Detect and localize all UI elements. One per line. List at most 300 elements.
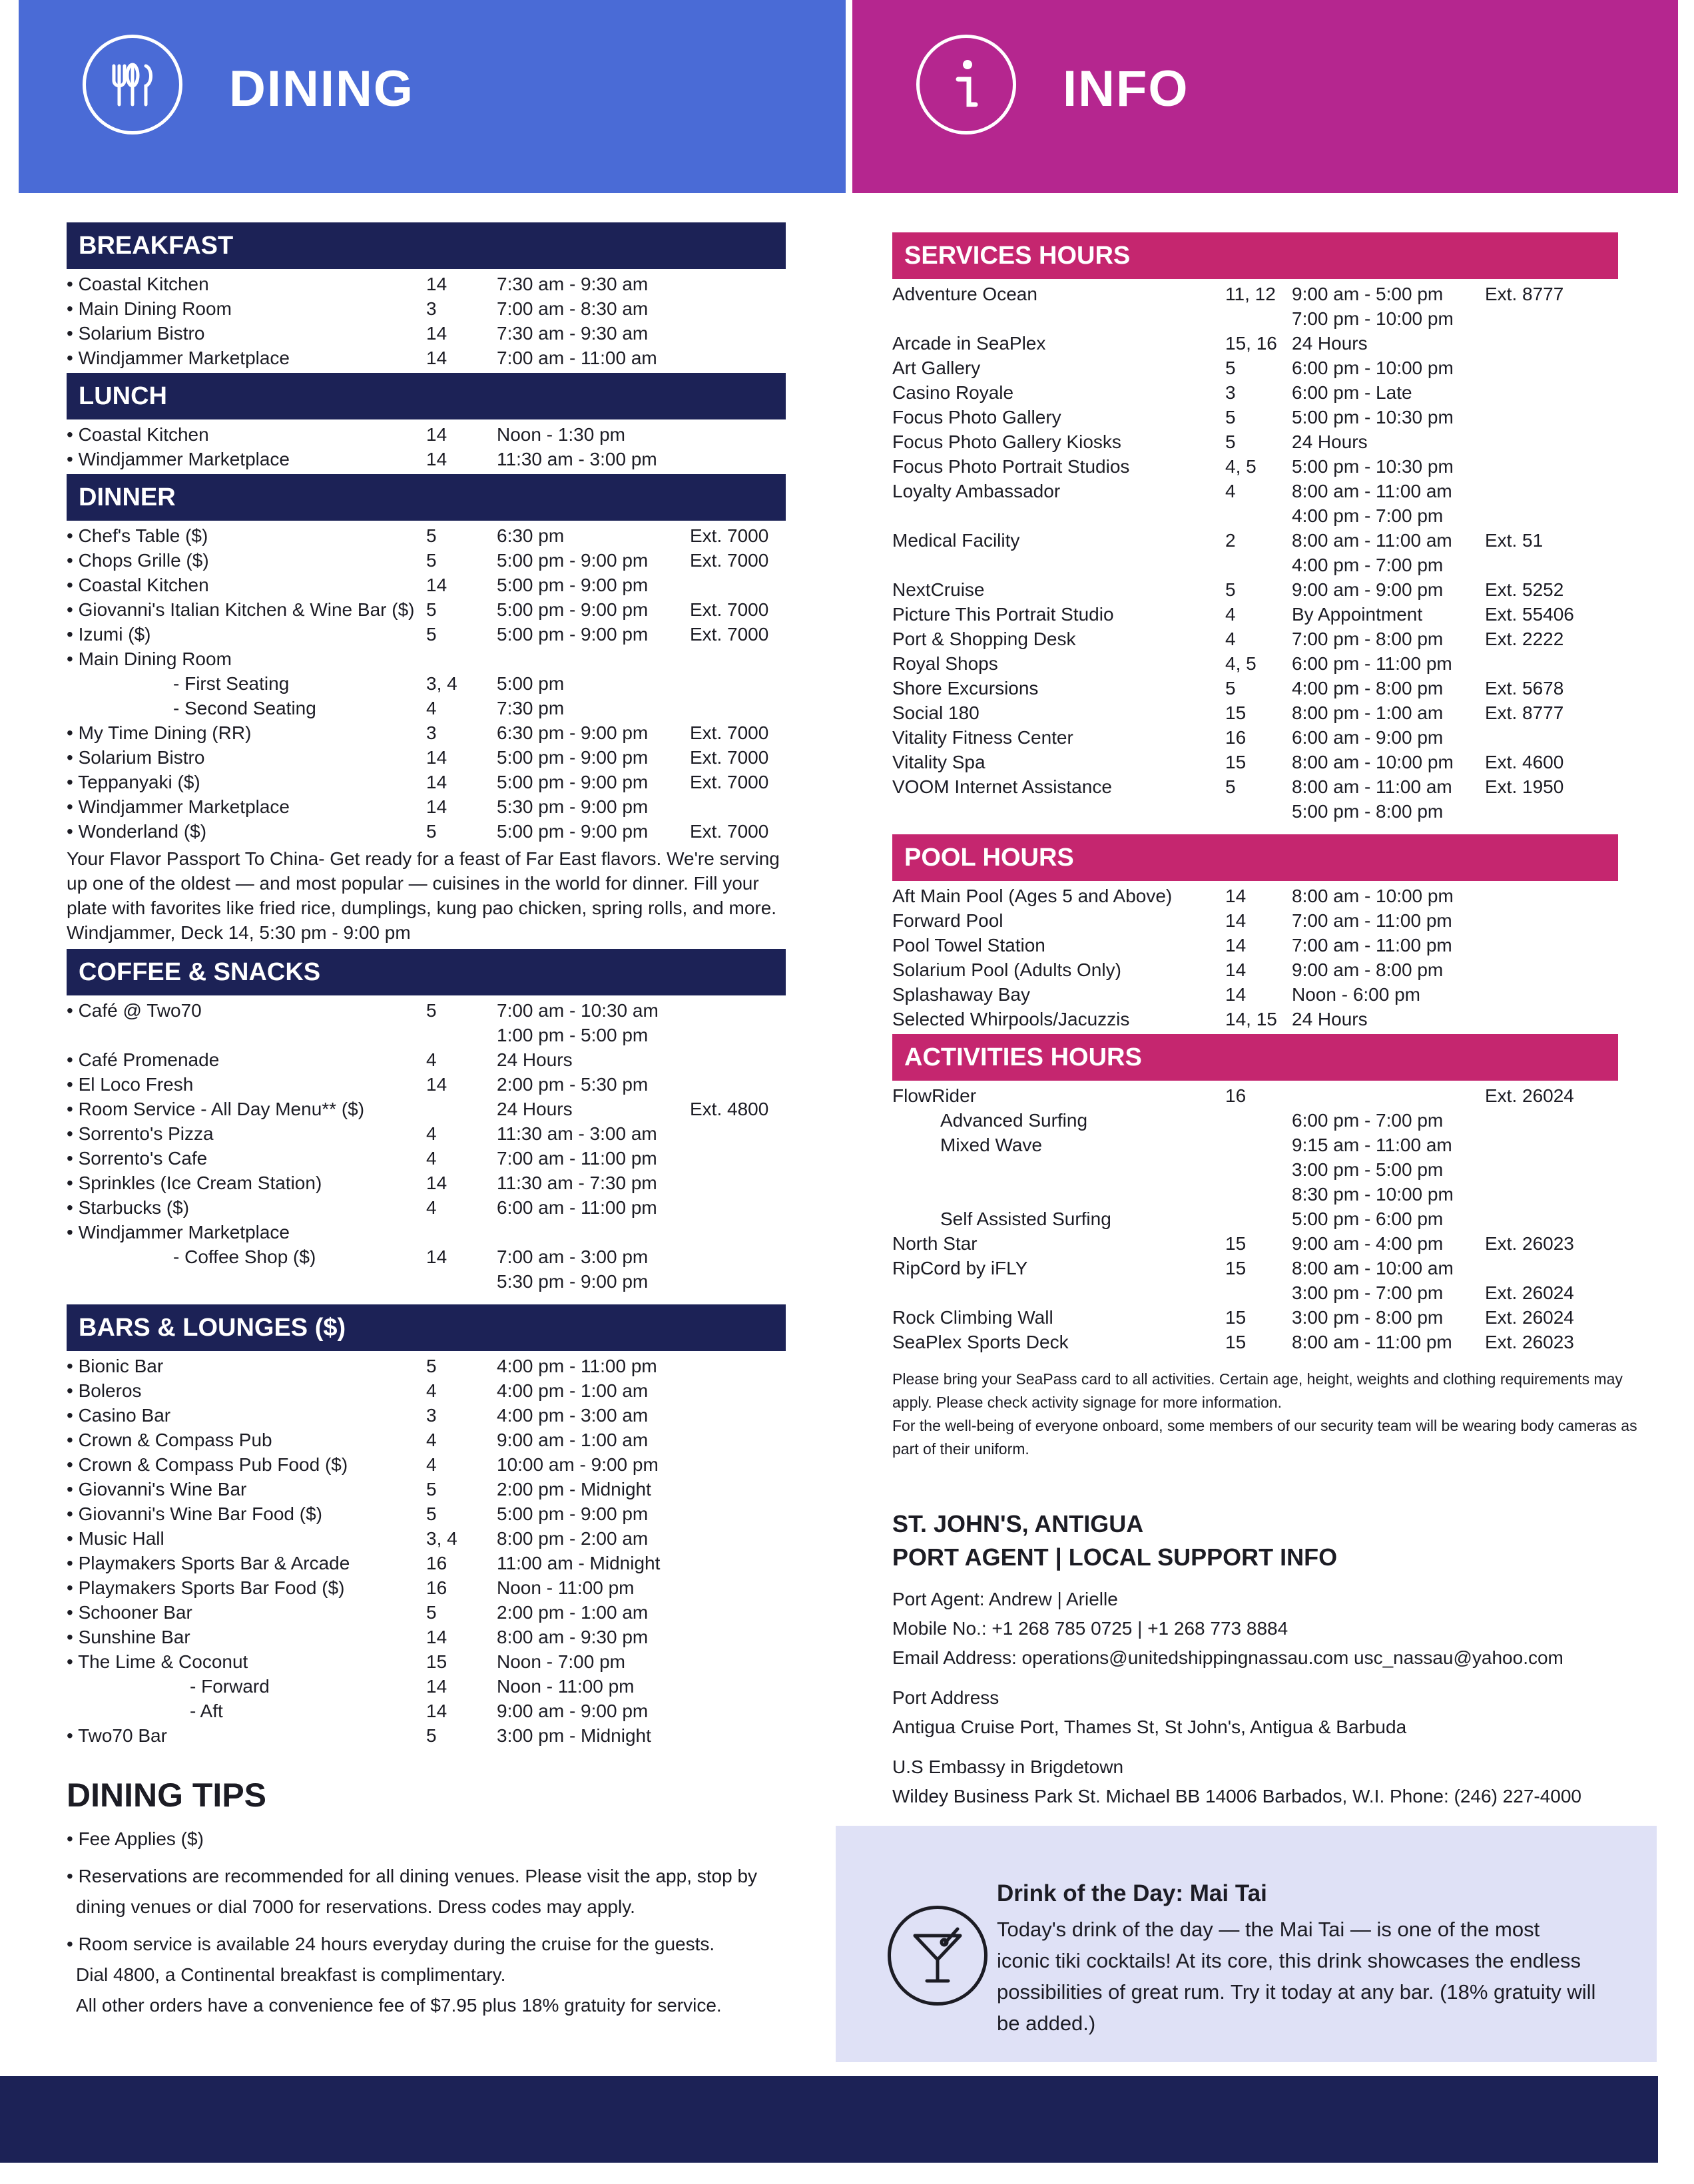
drink-description: Today's drink of the day — the Mai Tai — is one of the most iconic tiki cocktails! At its core, this drink showcases the endless possibilities of great rum. Try it today at any bar. (18% gratuity will be added.) [997, 1918, 1596, 2035]
activities-notes [892, 1368, 1645, 1461]
venue-name: Selected Whirpools/Jacuzzis [892, 1009, 1130, 1029]
venue-name: Royal Shops [892, 653, 998, 674]
hours: 11:30 am - 3:00 am [497, 1123, 657, 1144]
hours: 7:30 am - 9:30 am [497, 274, 649, 294]
venue-name: • Casino Bar [67, 1405, 171, 1426]
venue-name: Social 180 [892, 702, 980, 723]
deck-number: 5 [1225, 431, 1236, 452]
dining-title: DINING [229, 61, 414, 117]
extension: Ext. 7000 [690, 550, 769, 571]
hours: 7:00 am - 11:00 pm [1292, 935, 1452, 956]
deck-number: 4 [426, 1430, 437, 1450]
deck-number: 5 [426, 1000, 437, 1021]
venue-name: • Schooner Bar [67, 1602, 192, 1623]
venue-name: • Starbucks ($) [67, 1197, 190, 1218]
venue-name: RipCord by iFLY [892, 1258, 1028, 1278]
deck-number: 14 [1225, 935, 1247, 956]
dining-tips-title: DINING TIPS [67, 1776, 267, 1814]
deck-number: 5 [426, 599, 437, 620]
venue-name: Self Assisted Surfing [940, 1209, 1111, 1229]
cutlery-icon [83, 35, 182, 135]
table-row [67, 696, 806, 720]
hours: 9:00 am - 1:00 am [497, 1430, 649, 1450]
table-row [67, 346, 806, 370]
deck-number: 15 [1225, 702, 1247, 723]
hours: 5:00 pm - 6:00 pm [1292, 1209, 1444, 1229]
table-row [67, 794, 806, 819]
extension: Ext. 26024 [1485, 1307, 1574, 1328]
venue-name: Shore Excursions [892, 678, 1039, 698]
venue-name: • Solarium Bistro [67, 323, 205, 344]
hours: 2:00 pm - 1:00 am [497, 1602, 649, 1623]
deck-number: 14 [1225, 886, 1247, 906]
venue-name: Focus Photo Portrait Studios [892, 456, 1130, 477]
port-email[interactable]: Email Address: operations@unitedshippingnassau.com usc_nassau@yahoo.com [892, 1647, 1563, 1668]
table-row [67, 622, 806, 647]
activities-table [892, 1083, 1651, 1354]
hours: 9:00 am - 4:00 pm [1292, 1233, 1444, 1254]
security-note: For the well-being of everyone onboard, some members of our security team will be wearing body cameras as part of their uniform. [892, 1417, 1637, 1458]
table-row [67, 1600, 806, 1625]
extension: Ext. 1950 [1485, 776, 1564, 797]
table-row [892, 982, 1651, 1007]
hours: 11:30 am - 7:30 pm [497, 1173, 657, 1193]
venue-name: - Forward [190, 1676, 270, 1697]
table-row [67, 321, 806, 346]
venue-name: Focus Photo Gallery Kiosks [892, 431, 1121, 452]
venue-name: • The Lime & Coconut [67, 1651, 248, 1672]
deck-number: 4 [1225, 629, 1236, 649]
port-title [892, 1507, 1651, 1574]
deck-number: 14 [426, 424, 447, 445]
table-row [892, 957, 1651, 982]
table-row [892, 676, 1651, 700]
extension: Ext. 7000 [690, 772, 769, 792]
deck-number: 4 [426, 1123, 437, 1144]
venue-name: Arcade in SeaPlex [892, 333, 1046, 354]
extension: Ext. 51 [1485, 530, 1544, 551]
deck-number: 14 [426, 1173, 447, 1193]
port-subtitle: PORT AGENT | LOCAL SUPPORT INFO [892, 1543, 1338, 1571]
extension: Ext. 7000 [690, 747, 769, 768]
hours: 10:00 am - 9:00 pm [497, 1454, 659, 1475]
table-row [892, 933, 1651, 957]
hours: 6:30 pm - 9:00 pm [497, 722, 649, 743]
venue-name: • Sunshine Bar [67, 1627, 190, 1647]
table-row [892, 1108, 1651, 1133]
venue-name: Advanced Surfing [940, 1110, 1088, 1131]
deck-number: 14 [426, 449, 447, 469]
hours: 6:30 pm [497, 525, 565, 546]
table-row [892, 454, 1651, 479]
hours: 4:00 pm - 3:00 am [497, 1405, 649, 1426]
venue-name: Vitality Spa [892, 752, 986, 772]
deck-number: 3, 4 [426, 673, 457, 694]
extension: Ext. 7000 [690, 599, 769, 620]
venue-name: • Playmakers Sports Bar & Arcade [67, 1553, 350, 1573]
hours: 4:00 pm - 8:00 pm [1292, 678, 1444, 698]
hours: 7:00 pm - 8:00 pm [1292, 629, 1444, 649]
deck-number: 5 [426, 1479, 437, 1500]
port-address-block [892, 1683, 1651, 1742]
deck-number: 5 [426, 821, 437, 842]
coffee-table [67, 998, 806, 1294]
table-row [67, 1625, 806, 1649]
table-row [892, 1305, 1651, 1330]
venue-name: • Chops Grille ($) [67, 550, 209, 571]
deck-number: 14 [426, 1246, 447, 1267]
venue-name: Art Gallery [892, 358, 981, 378]
venue-name: - Coffee Shop ($) [173, 1246, 316, 1267]
port-mobile: Mobile No.: +1 268 785 0725 | +1 268 773 8884 [892, 1618, 1288, 1639]
hours: 7:30 am - 9:30 am [497, 323, 649, 344]
venue-name: Forward Pool [892, 910, 1003, 931]
hours: 3:00 pm - 7:00 pm [1292, 1282, 1444, 1303]
deck-number: 5 [426, 525, 437, 546]
tip-item [67, 1824, 812, 1854]
embassy-label: U.S Embassy in Brigdetown [892, 1757, 1124, 1777]
tip-line: • Room service is available 24 hours everyday during the cruise for the guests. [67, 1934, 715, 1954]
venue-name: • Chef's Table ($) [67, 525, 208, 546]
table-row [67, 1551, 806, 1575]
breakfast-header: BREAKFAST [67, 222, 786, 269]
embassy-block [892, 1753, 1651, 1811]
table-row [892, 331, 1651, 356]
deck-number: 4 [426, 1197, 437, 1218]
extension: Ext. 26023 [1485, 1233, 1574, 1254]
venue-name: • Crown & Compass Pub [67, 1430, 272, 1450]
tip-line: All other orders have a convenience fee of $7.95 plus 18% gratuity for service. [76, 1995, 722, 2016]
activities-header: ACTIVITIES HOURS [892, 1034, 1618, 1081]
hours: 7:00 am - 11:00 am [497, 348, 657, 368]
deck-number: 14 [426, 1627, 447, 1647]
table-row [67, 1526, 806, 1551]
hours: By Appointment [1292, 604, 1423, 625]
table-row [67, 720, 806, 745]
table-row [67, 597, 806, 622]
pool-table [892, 884, 1651, 1031]
hours: 8:30 pm - 10:00 pm [1292, 1184, 1454, 1205]
venue-name: • Coastal Kitchen [67, 274, 209, 294]
extension: Ext. 7000 [690, 624, 769, 645]
hours: 9:00 am - 9:00 pm [497, 1701, 649, 1721]
venue-name: SeaPlex Sports Deck [892, 1332, 1069, 1352]
table-row [67, 1171, 806, 1195]
deck-number: 15 [1225, 1258, 1247, 1278]
table-row [892, 884, 1651, 908]
hours: 3:00 pm - 8:00 pm [1292, 1307, 1444, 1328]
hours: 5:00 pm - 9:00 pm [497, 772, 649, 792]
hours: 24 Hours [497, 1099, 573, 1119]
footer-band [0, 2076, 1658, 2163]
venue-name: • Coastal Kitchen [67, 575, 209, 595]
hours: 8:00 am - 11:00 am [1292, 776, 1452, 797]
deck-number: 5 [1225, 579, 1236, 600]
hours: 7:00 am - 11:00 pm [497, 1148, 657, 1169]
table-row [67, 1674, 806, 1699]
bars-header: BARS & LOUNGES ($) [67, 1304, 786, 1351]
hours: 5:00 pm - 10:30 pm [1292, 456, 1454, 477]
venue-name: • Playmakers Sports Bar Food ($) [67, 1577, 345, 1598]
bars-table [67, 1354, 806, 1748]
venue-name: Adventure Ocean [892, 284, 1037, 304]
table-row [67, 422, 806, 447]
hours: 2:00 pm - 5:30 pm [497, 1074, 649, 1095]
flavor-location: Windjammer, Deck 14, 5:30 pm - 9:00 pm [67, 922, 411, 943]
table-row [67, 523, 806, 548]
table-row [67, 1195, 806, 1220]
tip-line: Dial 4800, a Continental breakfast is complimentary. [76, 1964, 506, 1985]
extension: Ext. 2222 [1485, 629, 1564, 649]
extension: Ext. 26023 [1485, 1332, 1574, 1352]
deck-number: 4 [1225, 481, 1236, 501]
extension: Ext. 26024 [1485, 1085, 1574, 1106]
hours: 2:00 pm - Midnight [497, 1479, 651, 1500]
deck-number: 15 [1225, 1233, 1247, 1254]
hours: 4:00 pm - 7:00 pm [1292, 555, 1444, 575]
hours: 11:30 am - 3:00 pm [497, 449, 657, 469]
deck-number: 14 [1225, 910, 1247, 931]
deck-number: 15 [426, 1651, 447, 1672]
extension: Ext. 4800 [690, 1099, 769, 1119]
hours: 8:00 pm - 1:00 am [1292, 702, 1444, 723]
dining-tips-list [67, 1824, 806, 2021]
hours: Noon - 11:00 pm [497, 1676, 635, 1697]
deck-number: 15 [1225, 1307, 1247, 1328]
hours: 6:00 am - 9:00 pm [1292, 727, 1444, 748]
table-row [67, 1575, 806, 1600]
table-row [67, 1452, 806, 1477]
venue-name: NextCruise [892, 579, 985, 600]
extension: Ext. 7000 [690, 722, 769, 743]
hours: 5:00 pm [497, 673, 565, 694]
deck-number: 5 [1225, 358, 1236, 378]
table-row [67, 1220, 806, 1244]
deck-number: 14, 15 [1225, 1009, 1277, 1029]
extension: Ext. 7000 [690, 821, 769, 842]
hours: 8:00 am - 10:00 am [1292, 1258, 1454, 1278]
table-row [892, 1280, 1651, 1305]
hours: 3:00 pm - Midnight [497, 1725, 651, 1746]
hours: 24 Hours [1292, 431, 1368, 452]
venue-name: • Giovanni's Wine Bar [67, 1479, 247, 1500]
hours: 7:00 am - 8:30 am [497, 298, 649, 319]
table-row [67, 770, 806, 794]
venue-name: Splashaway Bay [892, 984, 1031, 1005]
venue-name: - First Seating [173, 673, 290, 694]
venue-name: Focus Photo Gallery [892, 407, 1061, 427]
deck-number: 4 [426, 1454, 437, 1475]
venue-name: • Sorrento's Cafe [67, 1148, 208, 1169]
extension: Ext. 5252 [1485, 579, 1564, 600]
deck-number: 4 [426, 1049, 437, 1070]
deck-number: 5 [1225, 776, 1236, 797]
deck-number: 4 [426, 1380, 437, 1401]
venue-name: • Main Dining Room [67, 649, 232, 669]
table-row [67, 1072, 806, 1097]
deck-number: 5 [426, 1356, 437, 1376]
deck-number: 2 [1225, 530, 1236, 551]
table-row [892, 282, 1651, 306]
deck-number: 4, 5 [1225, 456, 1257, 477]
extension: Ext. 26024 [1485, 1282, 1574, 1303]
table-row [892, 553, 1651, 577]
table-row [67, 671, 806, 696]
hours: 6:00 pm - Late [1292, 382, 1412, 403]
deck-number: 14 [1225, 959, 1247, 980]
hours: 5:00 pm - 9:00 pm [497, 821, 649, 842]
table-row [892, 1157, 1651, 1182]
venue-name: • Windjammer Marketplace [67, 796, 290, 817]
hours: 7:00 am - 10:30 am [497, 1000, 659, 1021]
hours: 4:00 pm - 7:00 pm [1292, 505, 1444, 526]
venue-name: Vitality Fitness Center [892, 727, 1073, 748]
table-row [892, 1133, 1651, 1157]
drink-title: Drink of the Day: Mai Tai [997, 1880, 1267, 1906]
table-row [67, 1269, 806, 1294]
venue-name: • My Time Dining (RR) [67, 722, 252, 743]
venue-name: • Coastal Kitchen [67, 424, 209, 445]
table-row [67, 1699, 806, 1723]
hours: 7:30 pm [497, 698, 565, 718]
deck-number: 3 [426, 1405, 437, 1426]
hours: Noon - 11:00 pm [497, 1577, 635, 1598]
hours: 8:00 am - 9:30 pm [497, 1627, 649, 1647]
port-city: ST. JOHN'S, ANTIGUA [892, 1510, 1144, 1537]
deck-number: 5 [1225, 407, 1236, 427]
tip-line: • Reservations are recommended for all dining venues. Please visit the app, stop by [67, 1866, 758, 1886]
table-row [892, 627, 1651, 651]
venue-name: Picture This Portrait Studio [892, 604, 1114, 625]
venue-name: Solarium Pool (Adults Only) [892, 959, 1121, 980]
table-row [67, 1097, 806, 1121]
deck-number: 16 [426, 1553, 447, 1573]
table-row [67, 447, 806, 471]
venue-name: Rock Climbing Wall [892, 1307, 1053, 1328]
table-row [892, 1007, 1651, 1031]
port-address-label: Port Address [892, 1687, 999, 1708]
hours: 8:00 pm - 2:00 am [497, 1528, 649, 1549]
deck-number: 15, 16 [1225, 333, 1277, 354]
deck-number: 3 [426, 298, 437, 319]
hours: 3:00 pm - 5:00 pm [1292, 1159, 1444, 1180]
deck-number: 5 [1225, 678, 1236, 698]
table-row [892, 503, 1651, 528]
hours: 24 Hours [497, 1049, 573, 1070]
venue-name: • Sorrento's Pizza [67, 1123, 214, 1144]
venue-name: • Boleros [67, 1380, 142, 1401]
venue-name: • Wonderland ($) [67, 821, 207, 842]
venue-name: - Second Seating [173, 698, 316, 718]
hours: 7:00 am - 11:00 pm [1292, 910, 1452, 931]
deck-number: 11, 12 [1225, 284, 1276, 304]
hours: 6:00 pm - 10:00 pm [1292, 358, 1454, 378]
services-header: SERVICES HOURS [892, 232, 1618, 279]
hours: 9:00 am - 5:00 pm [1292, 284, 1444, 304]
table-row [67, 1428, 806, 1452]
venue-name: Loyalty Ambassador [892, 481, 1061, 501]
deck-number: 15 [1225, 1332, 1247, 1352]
deck-number: 16 [1225, 727, 1247, 748]
table-row [67, 647, 806, 671]
deck-number: 14 [426, 348, 447, 368]
hours: 1:00 pm - 5:00 pm [497, 1025, 649, 1045]
deck-number: 16 [426, 1577, 447, 1598]
lunch-header: LUNCH [67, 373, 786, 419]
hours: 5:00 pm - 8:00 pm [1292, 801, 1444, 822]
table-row [892, 479, 1651, 503]
table-row [67, 1378, 806, 1403]
venue-name: • Giovanni's Wine Bar Food ($) [67, 1503, 322, 1524]
deck-number: 4 [426, 1148, 437, 1169]
table-row [67, 1649, 806, 1674]
venue-name: Medical Facility [892, 530, 1020, 551]
hours: 8:00 am - 10:00 pm [1292, 752, 1454, 772]
tip-line: dining venues or dial 7000 for reservations. Dress codes may apply. [76, 1896, 635, 1917]
hours: 24 Hours [1292, 333, 1368, 354]
venue-name: • El Loco Fresh [67, 1074, 194, 1095]
table-row [67, 1502, 806, 1526]
embassy-address: Wildey Business Park St. Michael BB 14006 Barbados, W.I. Phone: (246) 227-4000 [892, 1786, 1582, 1806]
table-row [67, 548, 806, 573]
info-column [892, 230, 1651, 1811]
dinner-header: DINNER [67, 474, 786, 521]
table-row [892, 799, 1651, 824]
table-row [67, 1403, 806, 1428]
venue-name: • Windjammer Marketplace [67, 1222, 290, 1242]
tip-line: • Fee Applies ($) [67, 1828, 204, 1849]
hours: 5:00 pm - 9:00 pm [497, 624, 649, 645]
hours: 7:00 am - 3:00 pm [497, 1246, 649, 1267]
hours: 6:00 pm - 7:00 pm [1292, 1110, 1444, 1131]
drink-of-the-day [836, 1826, 1657, 2062]
deck-number: 14 [426, 575, 447, 595]
coffee-header: COFFEE & SNACKS [67, 949, 786, 995]
hours: 9:15 am - 11:00 am [1292, 1135, 1452, 1155]
table-row [67, 819, 806, 844]
deck-number: 5 [426, 1602, 437, 1623]
deck-number: 15 [1225, 752, 1247, 772]
deck-number: 14 [426, 747, 447, 768]
hours: 5:00 pm - 9:00 pm [497, 599, 649, 620]
venue-name: • Windjammer Marketplace [67, 449, 290, 469]
table-row [892, 1256, 1651, 1280]
hours: 5:00 pm - 9:00 pm [497, 747, 649, 768]
venue-name: Aft Main Pool (Ages 5 and Above) [892, 886, 1173, 906]
extension: Ext. 8777 [1485, 702, 1564, 723]
table-row [892, 1083, 1651, 1108]
deck-number: 3, 4 [426, 1528, 457, 1549]
venue-name: Casino Royale [892, 382, 1014, 403]
venue-name: • Café @ Two70 [67, 1000, 202, 1021]
table-row [892, 1207, 1651, 1231]
hours: 6:00 pm - 11:00 pm [1292, 653, 1452, 674]
table-row [892, 1231, 1651, 1256]
hours: Noon - 7:00 pm [497, 1651, 625, 1672]
deck-number: 14 [426, 796, 447, 817]
hours: 5:30 pm - 9:00 pm [497, 1271, 649, 1292]
extension: Ext. 4600 [1485, 752, 1564, 772]
deck-number: 16 [1225, 1085, 1247, 1106]
breakfast-table [67, 272, 806, 370]
table-row [892, 405, 1651, 429]
table-row [892, 577, 1651, 602]
port-contacts [892, 1585, 1651, 1673]
deck-number: 14 [426, 1676, 447, 1697]
info-icon [916, 35, 1016, 135]
table-row [892, 750, 1651, 774]
table-row [892, 700, 1651, 725]
